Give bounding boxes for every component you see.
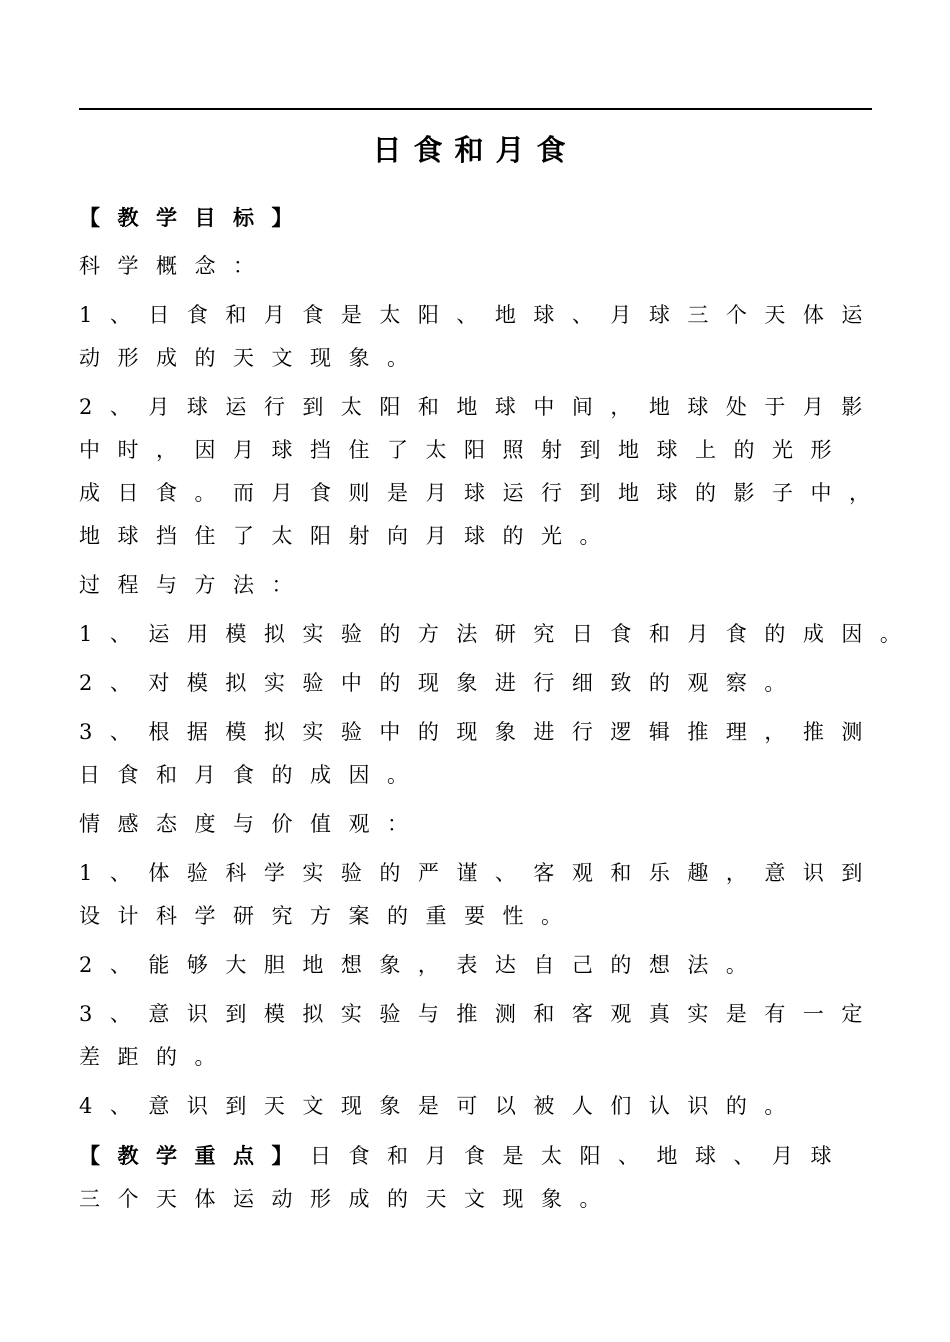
process-methods-item-1: 1、运用模拟实验的方法研究日食和月食的成因。 — [79, 622, 919, 646]
attitudes-values-item-2: 2、能够大胆地想象，表达自己的想法。 — [79, 953, 765, 977]
attitudes-values-item-1 — [79, 852, 899, 938]
process-methods-item-2: 2、对模拟实验中的现象进行细致的观察。 — [79, 671, 803, 695]
text-line: 地球挡住了太阳射向月球的光。 — [79, 524, 618, 548]
text-line: 成日食。而月食则是月球运行到地球的影子中， — [79, 481, 888, 505]
text-line: 中时，因月球挡住了太阳照射到地球上的光形 — [79, 438, 849, 462]
objectives-heading: 【教学目标】 — [79, 205, 310, 230]
process-methods-heading: 过程与方法： — [79, 573, 310, 597]
attitudes-values-item-4: 4、意识到天文现象是可以被人们认识的。 — [79, 1094, 803, 1118]
text-line: 1、日食和月食是太阳、地球、月球三个天体运 — [79, 303, 880, 327]
document-title: 日食和月食 — [372, 133, 578, 167]
text-line: 2、月球运行到太阳和地球中间，地球处于月影 — [79, 395, 880, 419]
attitudes-values-heading: 情感态度与价值观： — [79, 812, 426, 836]
key-point-line-1 — [79, 1134, 899, 1178]
science-concepts-heading: 科学概念： — [79, 254, 272, 278]
text-line: 设计科学研究方案的重要性。 — [79, 904, 580, 928]
document-body — [79, 196, 919, 1227]
text-line: 日食和月食的成因。 — [79, 763, 426, 787]
science-concepts-item-1 — [79, 294, 899, 380]
attitudes-values-item-3 — [79, 993, 899, 1079]
key-point-line-2: 三个天体运动形成的天文现象。 — [79, 1187, 618, 1211]
science-concepts-item-2 — [79, 386, 899, 558]
text-line: 差距的。 — [79, 1045, 233, 1069]
text-line: 3、意识到模拟实验与推测和客观真实是有一定 — [79, 1002, 880, 1026]
process-methods-item-3 — [79, 711, 899, 797]
text-line: 动形成的天文现象。 — [79, 346, 426, 370]
text-line: 1、体验科学实验的严谨、客观和乐趣，意识到 — [79, 861, 880, 885]
key-point-text: 日食和月食是太阳、地球、月球 — [310, 1144, 849, 1168]
text-line: 3、根据模拟实验中的现象进行逻辑推理，推测 — [79, 720, 880, 744]
key-point — [79, 1134, 899, 1221]
header-rule — [79, 108, 872, 110]
key-point-label: 【教学重点】 — [79, 1143, 310, 1168]
